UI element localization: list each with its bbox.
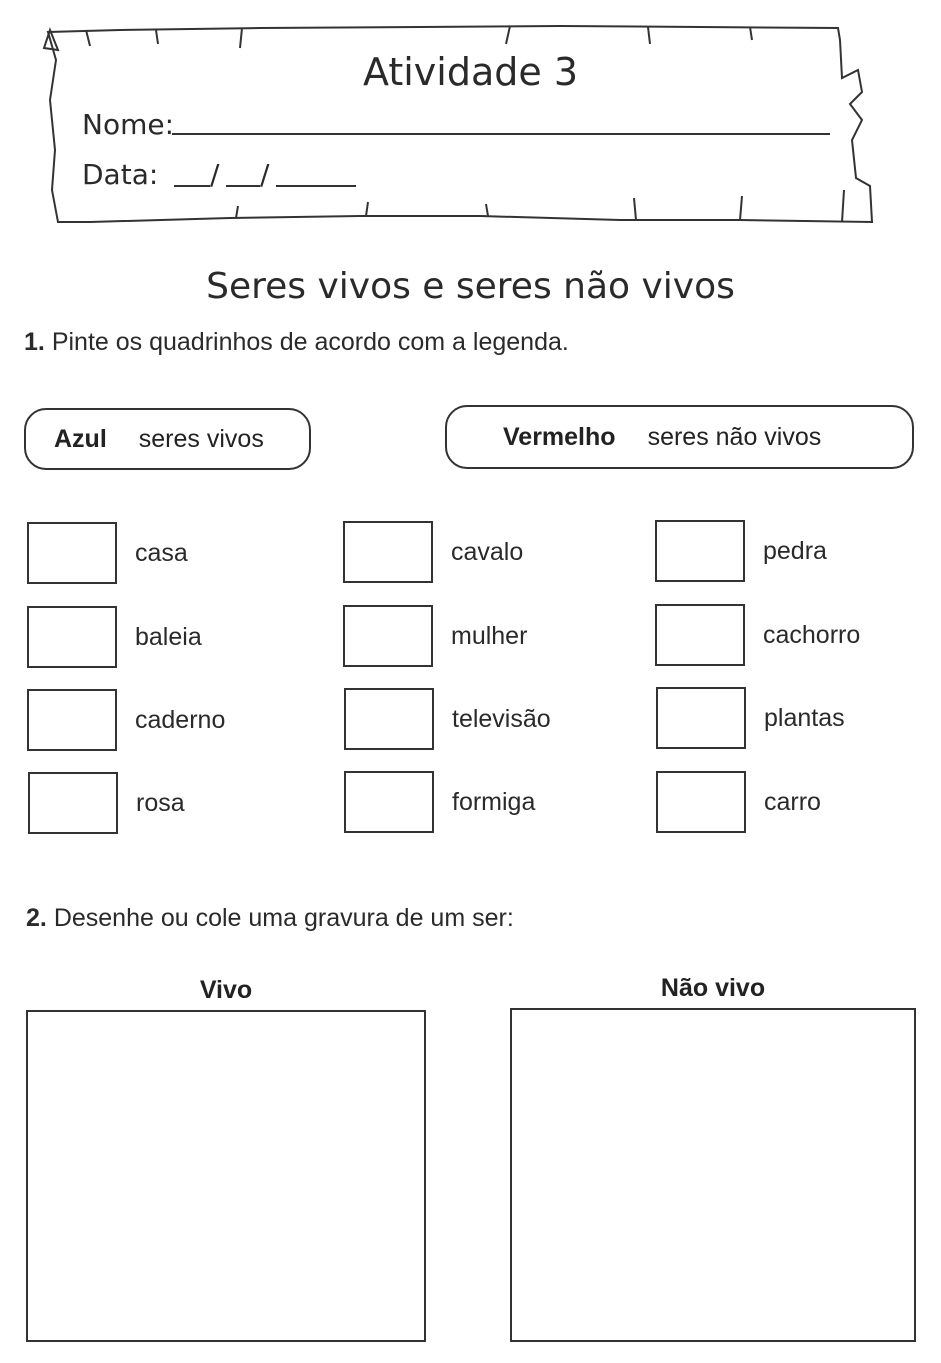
color-box[interactable] bbox=[28, 772, 118, 834]
legend-red-key: Vermelho bbox=[503, 422, 616, 451]
item-rosa bbox=[28, 772, 185, 834]
color-box[interactable] bbox=[656, 771, 746, 833]
question-2-number: 2. bbox=[26, 904, 47, 932]
color-box[interactable] bbox=[655, 604, 745, 666]
activity-title: Atividade 3 bbox=[363, 50, 578, 94]
name-label: Nome: bbox=[82, 108, 175, 141]
item-mulher bbox=[343, 605, 527, 667]
item-cachorro bbox=[655, 604, 860, 666]
legend-red bbox=[445, 405, 914, 469]
date-separator-2: / bbox=[260, 158, 270, 191]
item-plantas bbox=[656, 687, 845, 749]
item-televisao bbox=[344, 688, 551, 750]
date-field[interactable] bbox=[172, 158, 358, 188]
item-label: mulher bbox=[451, 621, 528, 650]
subject-title: Seres vivos e seres não vivos bbox=[206, 266, 735, 307]
item-label: baleia bbox=[135, 622, 202, 651]
question-1-number: 1. bbox=[24, 328, 45, 356]
living-area-title: Vivo bbox=[199, 976, 253, 1004]
color-box[interactable] bbox=[656, 687, 746, 749]
color-box[interactable] bbox=[344, 771, 434, 833]
question-2 bbox=[26, 904, 514, 933]
color-box[interactable] bbox=[27, 689, 117, 751]
question-1 bbox=[24, 328, 569, 357]
item-label: caderno bbox=[135, 705, 226, 734]
item-label: plantas bbox=[764, 703, 845, 732]
item-label: rosa bbox=[136, 788, 185, 817]
item-caderno bbox=[27, 689, 225, 751]
living-drawing-area[interactable] bbox=[26, 1010, 426, 1342]
legend-blue bbox=[24, 408, 311, 470]
non-living-drawing-area[interactable] bbox=[510, 1008, 916, 1342]
color-box[interactable] bbox=[27, 522, 117, 584]
item-label: cachorro bbox=[763, 620, 861, 649]
item-label: casa bbox=[135, 538, 188, 567]
item-carro bbox=[656, 771, 821, 833]
item-casa bbox=[27, 522, 188, 584]
question-1-text: Pinte os quadrinhos de acordo com a legenda. bbox=[51, 328, 569, 356]
name-field[interactable] bbox=[172, 108, 830, 136]
item-label: carro bbox=[764, 787, 821, 816]
item-baleia bbox=[27, 606, 202, 668]
non-living-area-title: Não vivo bbox=[660, 974, 766, 1002]
color-box[interactable] bbox=[343, 521, 433, 583]
item-pedra bbox=[655, 520, 827, 582]
date-separator-1: / bbox=[210, 158, 220, 191]
item-cavalo bbox=[343, 521, 523, 583]
legend-red-meaning: seres não vivos bbox=[647, 422, 822, 451]
date-label: Data: bbox=[82, 158, 159, 191]
item-label: formiga bbox=[452, 787, 536, 816]
legend-blue-key: Azul bbox=[54, 424, 107, 453]
item-formiga bbox=[344, 771, 535, 833]
color-box[interactable] bbox=[344, 688, 434, 750]
color-box[interactable] bbox=[343, 605, 433, 667]
color-box[interactable] bbox=[27, 606, 117, 668]
legend-blue-meaning: seres vivos bbox=[138, 424, 264, 453]
item-label: pedra bbox=[763, 536, 827, 565]
item-label: cavalo bbox=[451, 537, 524, 566]
question-2-text: Desenhe ou cole uma gravura de um ser: bbox=[53, 904, 514, 932]
color-box[interactable] bbox=[655, 520, 745, 582]
item-label: televisão bbox=[452, 704, 551, 733]
